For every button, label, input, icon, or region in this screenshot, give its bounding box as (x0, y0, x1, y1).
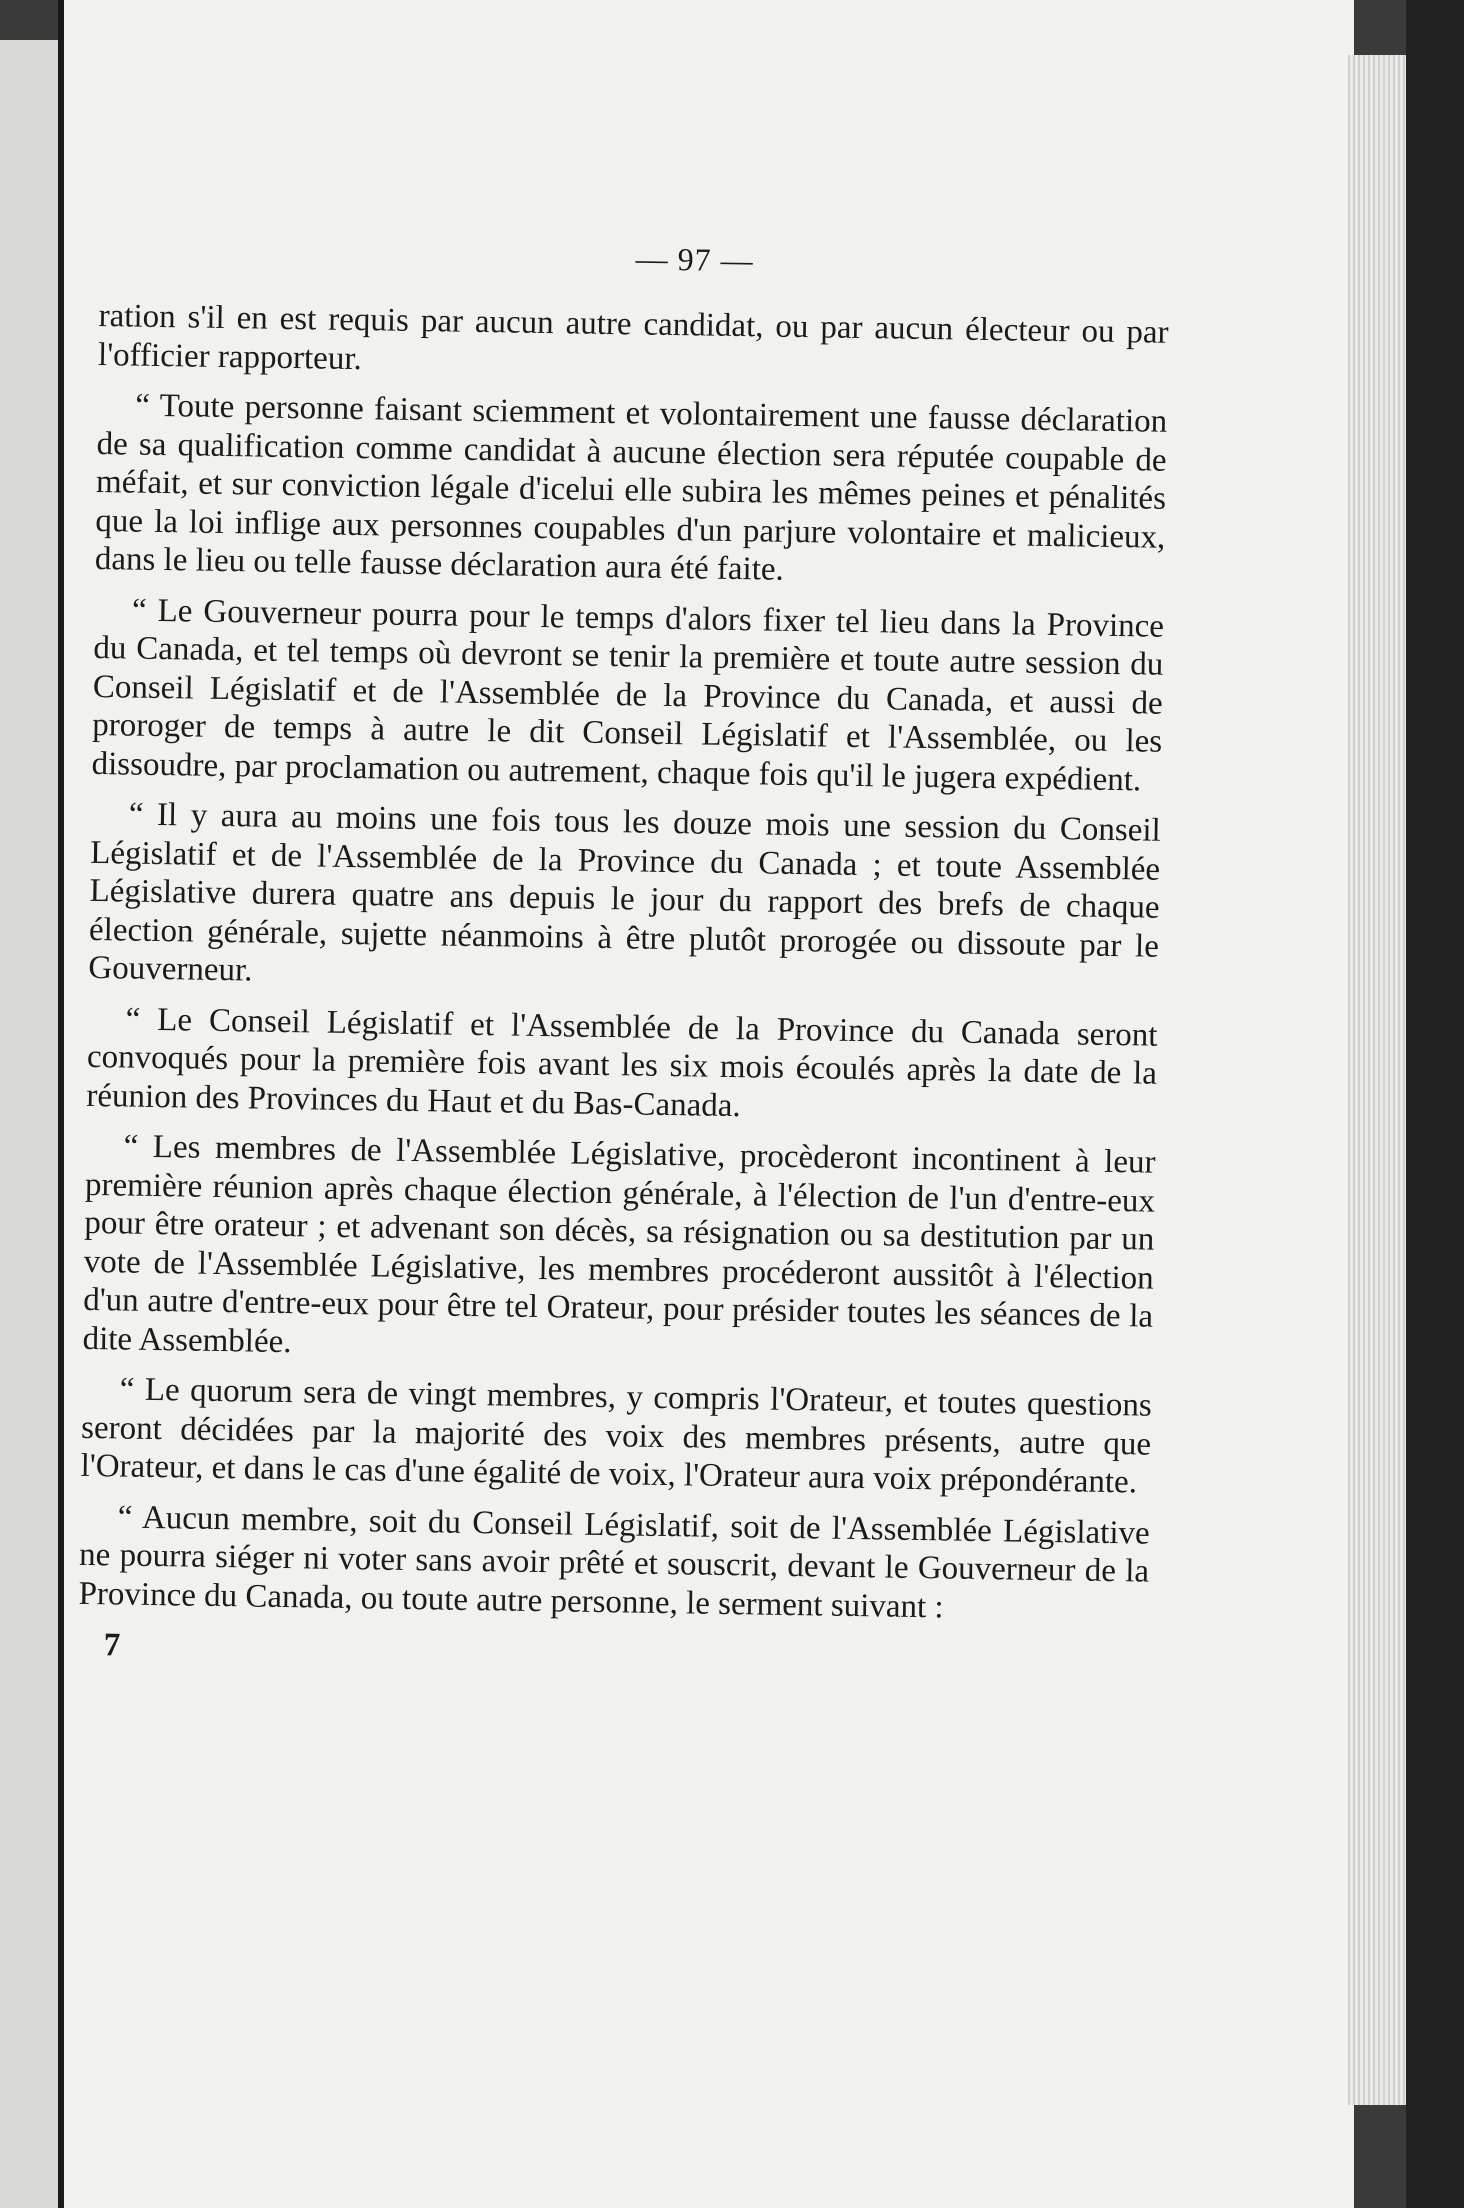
scan-background (1406, 0, 1464, 2208)
paragraph-continuation: ration s'il en est requis par aucun autre candidat, ou par aucun électeur ou par l'officier rapporteur. (97, 297, 1169, 377)
paragraph-governor-sessions: “ Le Gouverneur pourra pour le temps d'alors fixer tel lieu dans la Province du Canada, et tel temps où devront se tenir la première et toute autre session du Conseil Législatif et de l'Assemblée de la Province du Canada, et aussi de proroger de temps à autre le dit Conseil Législatif et l'Assemblée, ou les dissoudre, par proclamation ou autrement, chaque fois qu'il le jugera expédient. (91, 592, 1165, 798)
page-edges-stack (1348, 55, 1409, 2105)
paragraph-first-convocation: “ Le Conseil Législatif et l'Assemblée de la Province du Canada seront convoqués pour la première fois avant les six mois écoulés après la date de la réunion des Provinces du Haut et du Bas-Canada. (86, 1001, 1158, 1124)
paragraph-annual-session: “ Il y aura au moins une fois tous les douze mois une session du Conseil Législatif et de l'Assemblée de la Province du Canada ; et toute Assemblée Législative durera quatre ans depuis le jour du rapport des brefs de chaque élection générale, sujette néanmoins à être plutôt prorogée ou dissoute par le Gouverneur. (88, 796, 1162, 989)
paragraph-false-declaration: “ Toute personne faisant sciemment et volontairement une fausse déclaration de sa qualification comme candidat à aucune élection sera réputée coupable de méfait, et sur conviction légale d'icelui elle subira les mêmes peines et pénalités que la loi inflige aux personnes coupables d'un parjure volontaire et malicieux, dans le lieu ou telle fausse déclaration aura été faite. (94, 387, 1168, 588)
page-text-block (78, 232, 1170, 1681)
paragraph-speaker-election: “ Les membres de l'Assemblée Législative, procèderont incontinent à leur première réunion après chaque élection générale, à l'élection de l'un d'entre-eux pour être orateur ; et advenant son décès, sa résignation ou sa destitution par un vote de l'Assemblée Législative, les membres procéderont aussitôt à l'élection d'un autre d'entre-eux pour être tel Orateur, pour présider toutes les séances de la dite Assemblée. (82, 1128, 1156, 1360)
page-number-header: — 97 — (635, 240, 754, 279)
left-page-edge (0, 40, 62, 2208)
paragraph-oath: “ Aucun membre, soit du Conseil Législatif, soit de l'Assemblée Législative ne pourra siéger ni voter sans avoir prêté et souscrit, devant le Gouverneur de la Province du Canada, ou toute autre personne, le serment suivant : (78, 1498, 1150, 1625)
paragraph-quorum: “ Le quorum sera de vingt membres, y compris l'Orateur, et toutes questions seront décidées par la majorité des voix des membres présents, autre que l'Orateur, et dans le cas d'une égalité de voix, l'Orateur aura voix prépondérante. (80, 1371, 1152, 1501)
signature-mark: 7 (103, 1627, 121, 1664)
